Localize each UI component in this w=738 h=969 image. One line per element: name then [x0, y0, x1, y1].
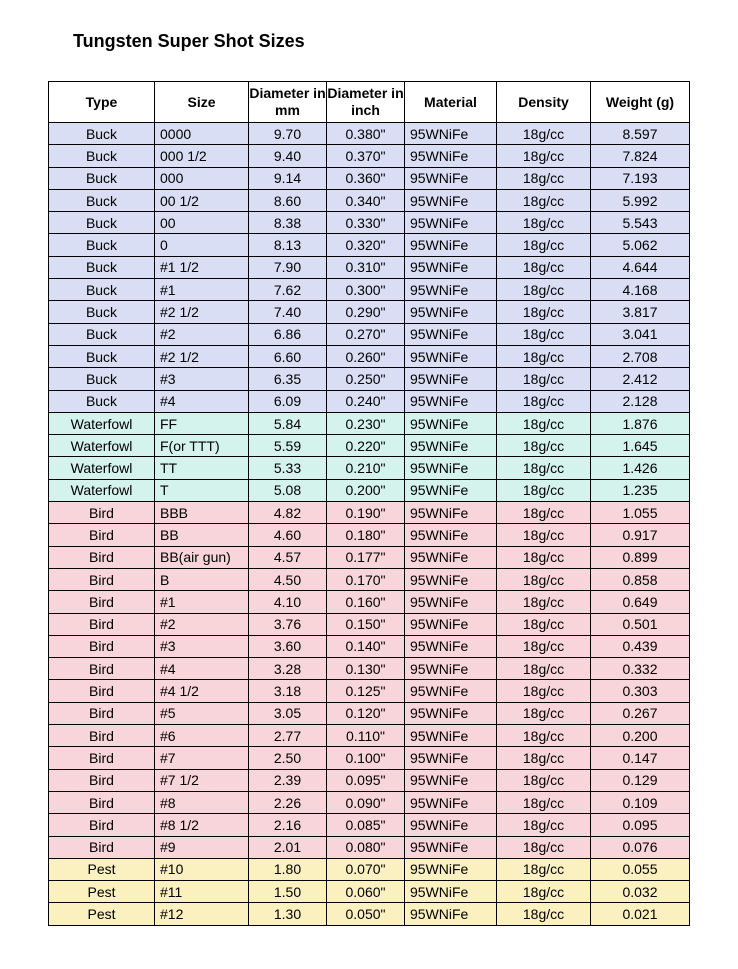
cell-weight: 3.041: [591, 323, 690, 345]
cell-weight: 0.129: [591, 769, 690, 791]
cell-weight: 1.235: [591, 479, 690, 501]
cell-material: 95WNiFe: [405, 256, 497, 278]
cell-diameter-inch: 0.210": [327, 457, 405, 479]
cell-density: 18g/cc: [497, 212, 591, 234]
cell-weight: 0.095: [591, 814, 690, 836]
cell-diameter-mm: 8.38: [249, 212, 327, 234]
cell-diameter-mm: 2.39: [249, 769, 327, 791]
cell-diameter-inch: 0.090": [327, 791, 405, 813]
cell-size: #11: [155, 881, 249, 903]
table-row: [49, 256, 690, 278]
cell-size: #2 1/2: [155, 301, 249, 323]
cell-size: 0000: [155, 123, 249, 145]
cell-weight: 1.645: [591, 435, 690, 457]
table-row: [49, 881, 690, 903]
cell-weight: 0.200: [591, 725, 690, 747]
cell-size: BB: [155, 524, 249, 546]
cell-diameter-mm: 3.28: [249, 658, 327, 680]
table-row: [49, 435, 690, 457]
cell-diameter-mm: 6.60: [249, 345, 327, 367]
cell-weight: 7.193: [591, 167, 690, 189]
cell-material: 95WNiFe: [405, 524, 497, 546]
cell-density: 18g/cc: [497, 725, 591, 747]
cell-weight: 4.168: [591, 279, 690, 301]
cell-density: 18g/cc: [497, 680, 591, 702]
cell-density: 18g/cc: [497, 658, 591, 680]
cell-density: 18g/cc: [497, 145, 591, 167]
cell-type: Waterfowl: [49, 435, 155, 457]
cell-diameter-mm: 5.59: [249, 435, 327, 457]
cell-material: 95WNiFe: [405, 635, 497, 657]
cell-diameter-inch: 0.320": [327, 234, 405, 256]
cell-diameter-inch: 0.360": [327, 167, 405, 189]
cell-material: 95WNiFe: [405, 769, 497, 791]
cell-diameter-inch: 0.095": [327, 769, 405, 791]
cell-density: 18g/cc: [497, 568, 591, 590]
cell-material: 95WNiFe: [405, 791, 497, 813]
cell-weight: 8.597: [591, 123, 690, 145]
cell-diameter-inch: 0.370": [327, 145, 405, 167]
cell-material: 95WNiFe: [405, 212, 497, 234]
table-row: [49, 457, 690, 479]
table-row: [49, 345, 690, 367]
table-row: [49, 635, 690, 657]
cell-material: 95WNiFe: [405, 546, 497, 568]
header-density: Density: [497, 82, 591, 123]
cell-diameter-mm: 3.76: [249, 613, 327, 635]
cell-diameter-inch: 0.170": [327, 568, 405, 590]
cell-weight: 7.824: [591, 145, 690, 167]
cell-density: 18g/cc: [497, 791, 591, 813]
cell-material: 95WNiFe: [405, 390, 497, 412]
cell-density: 18g/cc: [497, 858, 591, 880]
cell-diameter-inch: 0.340": [327, 189, 405, 211]
cell-material: 95WNiFe: [405, 613, 497, 635]
cell-diameter-inch: 0.070": [327, 858, 405, 880]
cell-density: 18g/cc: [497, 301, 591, 323]
table-row: [49, 123, 690, 145]
cell-type: Bird: [49, 635, 155, 657]
cell-type: Bird: [49, 725, 155, 747]
table-row: [49, 390, 690, 412]
cell-diameter-mm: 1.30: [249, 903, 327, 925]
cell-size: #1: [155, 279, 249, 301]
cell-weight: 0.917: [591, 524, 690, 546]
cell-weight: 0.055: [591, 858, 690, 880]
table-row: [49, 546, 690, 568]
cell-size: #1 1/2: [155, 256, 249, 278]
cell-material: 95WNiFe: [405, 479, 497, 501]
cell-diameter-mm: 5.33: [249, 457, 327, 479]
table-row: [49, 234, 690, 256]
cell-diameter-inch: 0.260": [327, 345, 405, 367]
cell-diameter-mm: 1.80: [249, 858, 327, 880]
cell-type: Buck: [49, 123, 155, 145]
cell-weight: 2.412: [591, 368, 690, 390]
cell-diameter-inch: 0.240": [327, 390, 405, 412]
cell-diameter-inch: 0.120": [327, 702, 405, 724]
cell-type: Bird: [49, 769, 155, 791]
cell-material: 95WNiFe: [405, 279, 497, 301]
cell-density: 18g/cc: [497, 591, 591, 613]
cell-material: 95WNiFe: [405, 435, 497, 457]
cell-type: Bird: [49, 658, 155, 680]
cell-diameter-mm: 2.01: [249, 836, 327, 858]
cell-diameter-inch: 0.330": [327, 212, 405, 234]
cell-diameter-mm: 4.57: [249, 546, 327, 568]
cell-diameter-inch: 0.190": [327, 502, 405, 524]
cell-density: 18g/cc: [497, 635, 591, 657]
cell-density: 18g/cc: [497, 234, 591, 256]
cell-size: #10: [155, 858, 249, 880]
cell-type: Buck: [49, 234, 155, 256]
cell-size: #2: [155, 613, 249, 635]
cell-material: 95WNiFe: [405, 591, 497, 613]
table-row: [49, 212, 690, 234]
cell-diameter-inch: 0.380": [327, 123, 405, 145]
cell-diameter-mm: 2.77: [249, 725, 327, 747]
cell-weight: 0.332: [591, 658, 690, 680]
cell-diameter-mm: 9.14: [249, 167, 327, 189]
cell-diameter-mm: 4.82: [249, 502, 327, 524]
cell-material: 95WNiFe: [405, 858, 497, 880]
cell-size: #4: [155, 658, 249, 680]
cell-size: TT: [155, 457, 249, 479]
cell-weight: 1.426: [591, 457, 690, 479]
cell-weight: 0.021: [591, 903, 690, 925]
cell-type: Bird: [49, 568, 155, 590]
header-type: Type: [49, 82, 155, 123]
cell-type: Pest: [49, 858, 155, 880]
cell-density: 18g/cc: [497, 167, 591, 189]
cell-size: #2: [155, 323, 249, 345]
table-row: [49, 680, 690, 702]
cell-weight: 4.644: [591, 256, 690, 278]
cell-weight: 0.147: [591, 747, 690, 769]
cell-size: #5: [155, 702, 249, 724]
cell-density: 18g/cc: [497, 256, 591, 278]
cell-weight: 0.439: [591, 635, 690, 657]
cell-material: 95WNiFe: [405, 234, 497, 256]
cell-weight: 0.649: [591, 591, 690, 613]
cell-size: T: [155, 479, 249, 501]
table-row: [49, 323, 690, 345]
table-row: [49, 747, 690, 769]
header-diameter-inch: Diameter in inch: [327, 82, 405, 123]
cell-diameter-inch: 0.060": [327, 881, 405, 903]
table-row: [49, 167, 690, 189]
cell-diameter-mm: 8.13: [249, 234, 327, 256]
header-material: Material: [405, 82, 497, 123]
table-row: [49, 524, 690, 546]
cell-material: 95WNiFe: [405, 502, 497, 524]
cell-weight: 0.076: [591, 836, 690, 858]
cell-material: 95WNiFe: [405, 814, 497, 836]
cell-material: 95WNiFe: [405, 301, 497, 323]
cell-type: Bird: [49, 680, 155, 702]
table-row: [49, 368, 690, 390]
cell-diameter-mm: 5.08: [249, 479, 327, 501]
cell-density: 18g/cc: [497, 457, 591, 479]
cell-density: 18g/cc: [497, 613, 591, 635]
cell-size: #9: [155, 836, 249, 858]
cell-density: 18g/cc: [497, 412, 591, 434]
cell-diameter-mm: 6.09: [249, 390, 327, 412]
table-row: [49, 591, 690, 613]
cell-density: 18g/cc: [497, 903, 591, 925]
cell-density: 18g/cc: [497, 502, 591, 524]
cell-weight: 5.543: [591, 212, 690, 234]
cell-diameter-inch: 0.050": [327, 903, 405, 925]
table-row: [49, 702, 690, 724]
cell-size: #1: [155, 591, 249, 613]
cell-diameter-inch: 0.100": [327, 747, 405, 769]
cell-diameter-inch: 0.310": [327, 256, 405, 278]
table-row: [49, 568, 690, 590]
cell-material: 95WNiFe: [405, 568, 497, 590]
cell-diameter-inch: 0.230": [327, 412, 405, 434]
cell-type: Buck: [49, 301, 155, 323]
cell-density: 18g/cc: [497, 702, 591, 724]
cell-diameter-inch: 0.270": [327, 323, 405, 345]
cell-density: 18g/cc: [497, 881, 591, 903]
cell-size: 00 1/2: [155, 189, 249, 211]
cell-material: 95WNiFe: [405, 145, 497, 167]
cell-type: Buck: [49, 323, 155, 345]
cell-type: Bird: [49, 747, 155, 769]
cell-weight: 2.708: [591, 345, 690, 367]
cell-diameter-mm: 2.26: [249, 791, 327, 813]
cell-size: #2 1/2: [155, 345, 249, 367]
cell-weight: 0.501: [591, 613, 690, 635]
cell-diameter-inch: 0.150": [327, 613, 405, 635]
cell-density: 18g/cc: [497, 390, 591, 412]
cell-diameter-mm: 1.50: [249, 881, 327, 903]
table-row: [49, 189, 690, 211]
cell-type: Bird: [49, 791, 155, 813]
header-size: Size: [155, 82, 249, 123]
cell-weight: 5.062: [591, 234, 690, 256]
cell-size: #4: [155, 390, 249, 412]
header-row: [49, 82, 690, 123]
table-row: [49, 658, 690, 680]
cell-type: Bird: [49, 613, 155, 635]
cell-type: Buck: [49, 368, 155, 390]
cell-type: Waterfowl: [49, 457, 155, 479]
cell-material: 95WNiFe: [405, 167, 497, 189]
cell-material: 95WNiFe: [405, 323, 497, 345]
cell-weight: 0.858: [591, 568, 690, 590]
cell-size: 000 1/2: [155, 145, 249, 167]
cell-diameter-mm: 7.90: [249, 256, 327, 278]
cell-material: 95WNiFe: [405, 725, 497, 747]
cell-diameter-mm: 3.18: [249, 680, 327, 702]
cell-diameter-inch: 0.250": [327, 368, 405, 390]
table-row: [49, 725, 690, 747]
cell-size: #12: [155, 903, 249, 925]
cell-weight: 0.267: [591, 702, 690, 724]
cell-type: Bird: [49, 524, 155, 546]
cell-diameter-mm: 6.86: [249, 323, 327, 345]
cell-size: #3: [155, 635, 249, 657]
cell-size: #6: [155, 725, 249, 747]
cell-material: 95WNiFe: [405, 345, 497, 367]
cell-weight: 0.303: [591, 680, 690, 702]
cell-diameter-mm: 6.35: [249, 368, 327, 390]
cell-diameter-inch: 0.130": [327, 658, 405, 680]
cell-weight: 1.876: [591, 412, 690, 434]
cell-size: #4 1/2: [155, 680, 249, 702]
table-row: [49, 502, 690, 524]
cell-type: Buck: [49, 189, 155, 211]
cell-density: 18g/cc: [497, 546, 591, 568]
cell-type: Bird: [49, 814, 155, 836]
cell-material: 95WNiFe: [405, 836, 497, 858]
cell-type: Bird: [49, 502, 155, 524]
cell-type: Buck: [49, 212, 155, 234]
cell-size: 000: [155, 167, 249, 189]
cell-diameter-inch: 0.085": [327, 814, 405, 836]
header-weight: Weight (g): [591, 82, 690, 123]
cell-type: Bird: [49, 546, 155, 568]
cell-diameter-mm: 2.50: [249, 747, 327, 769]
cell-diameter-inch: 0.160": [327, 591, 405, 613]
cell-weight: 0.032: [591, 881, 690, 903]
table-row: [49, 613, 690, 635]
cell-density: 18g/cc: [497, 524, 591, 546]
header-diameter-mm: Diameter in mm: [249, 82, 327, 123]
table-row: [49, 903, 690, 925]
cell-material: 95WNiFe: [405, 123, 497, 145]
table-row: [49, 858, 690, 880]
cell-type: Waterfowl: [49, 412, 155, 434]
cell-density: 18g/cc: [497, 345, 591, 367]
cell-size: BB(air gun): [155, 546, 249, 568]
cell-density: 18g/cc: [497, 479, 591, 501]
cell-weight: 0.899: [591, 546, 690, 568]
cell-diameter-mm: 7.40: [249, 301, 327, 323]
cell-size: #3: [155, 368, 249, 390]
table-row: [49, 791, 690, 813]
cell-type: Bird: [49, 836, 155, 858]
cell-material: 95WNiFe: [405, 368, 497, 390]
cell-density: 18g/cc: [497, 368, 591, 390]
cell-diameter-inch: 0.220": [327, 435, 405, 457]
table-row: [49, 145, 690, 167]
cell-type: Buck: [49, 256, 155, 278]
cell-diameter-mm: 8.60: [249, 189, 327, 211]
cell-type: Pest: [49, 903, 155, 925]
cell-material: 95WNiFe: [405, 903, 497, 925]
cell-diameter-inch: 0.290": [327, 301, 405, 323]
cell-diameter-mm: 3.05: [249, 702, 327, 724]
cell-material: 95WNiFe: [405, 658, 497, 680]
cell-material: 95WNiFe: [405, 881, 497, 903]
cell-density: 18g/cc: [497, 769, 591, 791]
cell-material: 95WNiFe: [405, 747, 497, 769]
cell-weight: 0.109: [591, 791, 690, 813]
cell-diameter-inch: 0.080": [327, 836, 405, 858]
cell-diameter-inch: 0.140": [327, 635, 405, 657]
cell-type: Buck: [49, 279, 155, 301]
cell-size: #7: [155, 747, 249, 769]
table-row: [49, 769, 690, 791]
cell-diameter-mm: 4.60: [249, 524, 327, 546]
cell-type: Bird: [49, 591, 155, 613]
cell-density: 18g/cc: [497, 123, 591, 145]
table-row: [49, 814, 690, 836]
page-title: Tungsten Super Shot Sizes: [73, 31, 305, 51]
cell-size: FF: [155, 412, 249, 434]
cell-weight: 3.817: [591, 301, 690, 323]
cell-diameter-inch: 0.125": [327, 680, 405, 702]
table-row: [49, 836, 690, 858]
cell-density: 18g/cc: [497, 836, 591, 858]
cell-diameter-mm: 3.60: [249, 635, 327, 657]
cell-size: B: [155, 568, 249, 590]
cell-type: Buck: [49, 145, 155, 167]
cell-diameter-mm: 9.70: [249, 123, 327, 145]
cell-diameter-mm: 7.62: [249, 279, 327, 301]
cell-density: 18g/cc: [497, 747, 591, 769]
cell-diameter-inch: 0.110": [327, 725, 405, 747]
cell-type: Waterfowl: [49, 479, 155, 501]
cell-type: Bird: [49, 702, 155, 724]
cell-size: #7 1/2: [155, 769, 249, 791]
cell-type: Buck: [49, 345, 155, 367]
table-row: [49, 279, 690, 301]
table-row: [49, 412, 690, 434]
cell-diameter-mm: 4.50: [249, 568, 327, 590]
cell-diameter-inch: 0.177": [327, 546, 405, 568]
cell-density: 18g/cc: [497, 189, 591, 211]
cell-diameter-inch: 0.200": [327, 479, 405, 501]
cell-type: Pest: [49, 881, 155, 903]
cell-diameter-mm: 2.16: [249, 814, 327, 836]
cell-size: #8: [155, 791, 249, 813]
cell-material: 95WNiFe: [405, 412, 497, 434]
shot-sizes-table: [48, 81, 690, 926]
cell-diameter-mm: 9.40: [249, 145, 327, 167]
cell-type: Buck: [49, 167, 155, 189]
cell-material: 95WNiFe: [405, 189, 497, 211]
cell-density: 18g/cc: [497, 435, 591, 457]
cell-material: 95WNiFe: [405, 702, 497, 724]
cell-material: 95WNiFe: [405, 680, 497, 702]
cell-diameter-mm: 4.10: [249, 591, 327, 613]
cell-weight: 1.055: [591, 502, 690, 524]
cell-weight: 5.992: [591, 189, 690, 211]
cell-size: 0: [155, 234, 249, 256]
table-row: [49, 301, 690, 323]
cell-diameter-inch: 0.300": [327, 279, 405, 301]
cell-size: F(or TTT): [155, 435, 249, 457]
cell-material: 95WNiFe: [405, 457, 497, 479]
cell-density: 18g/cc: [497, 323, 591, 345]
cell-density: 18g/cc: [497, 814, 591, 836]
cell-type: Buck: [49, 390, 155, 412]
cell-size: BBB: [155, 502, 249, 524]
cell-diameter-mm: 5.84: [249, 412, 327, 434]
table-row: [49, 479, 690, 501]
cell-weight: 2.128: [591, 390, 690, 412]
cell-size: #8 1/2: [155, 814, 249, 836]
cell-density: 18g/cc: [497, 279, 591, 301]
cell-size: 00: [155, 212, 249, 234]
cell-diameter-inch: 0.180": [327, 524, 405, 546]
